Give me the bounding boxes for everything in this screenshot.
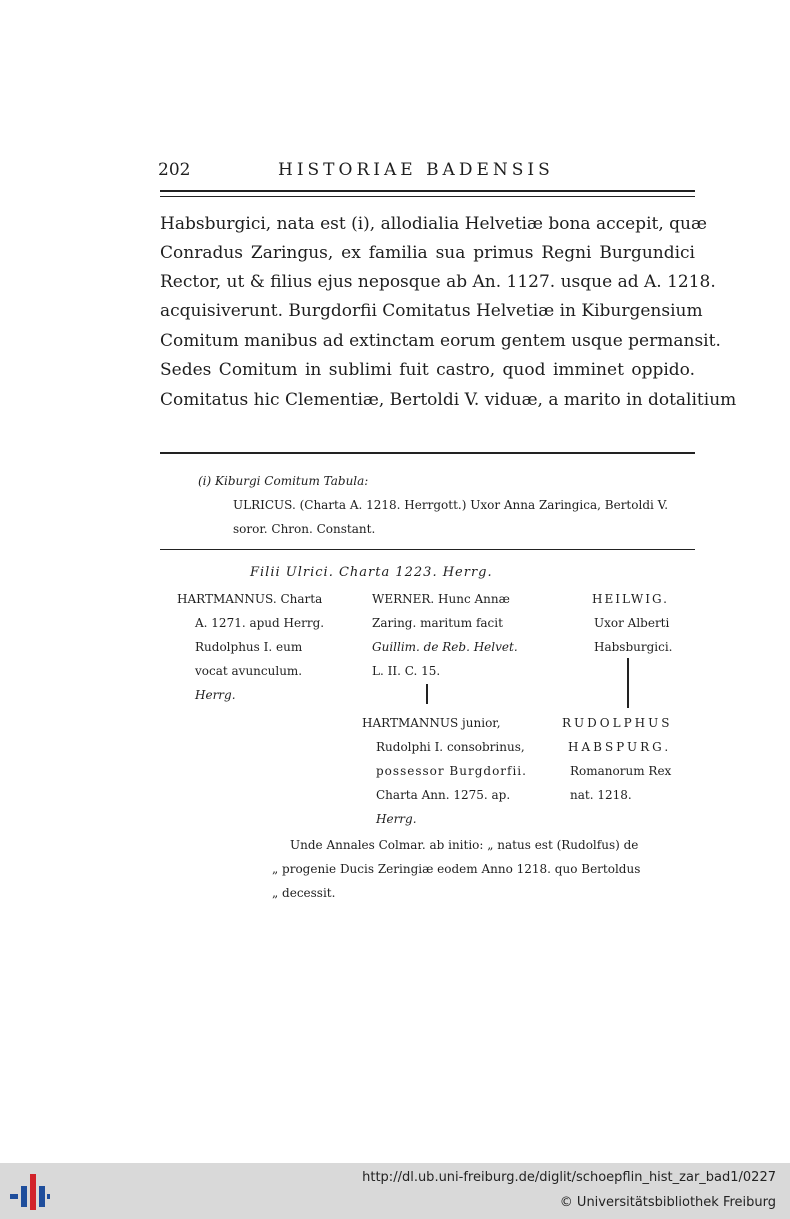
genealogy-entry: Guillim. de Reb. Helvet. — [372, 640, 518, 654]
footnote-title: (i) Kiburgi Comitum Tabula: — [198, 474, 369, 488]
genealogy-entry: Rudolphi I. consobrinus, — [376, 740, 525, 754]
body-line: Sedes Comitum in sublimi fuit castro, quod imminet oppido. — [160, 360, 695, 380]
body-line: Habsburgici, nata est (i), allodialia Helvetiæ bona accepit, quæ — [160, 214, 707, 234]
closing-line: „ progenie Ducis Zeringiæ eodem Anno 1218. quo Bertoldus — [272, 862, 641, 876]
genealogy-entry: Zaring. maritum facit — [372, 616, 503, 630]
genealogy-entry: A. 1271. apud Herrg. — [195, 616, 325, 630]
genealogy-entry: HARTMANNUS. Charta — [177, 592, 323, 606]
genealogy-entry: Herrg. — [195, 688, 236, 702]
genealogy-entry: possessor Burgdorfii. — [376, 764, 527, 778]
header-rule-top — [160, 190, 695, 192]
genealogy-entry: nat. 1218. — [570, 788, 632, 802]
genealogy-entry: Uxor Alberti — [594, 616, 670, 630]
genealogy-entry: Habsburgici. — [594, 640, 673, 654]
genealogy-entry: HEILWIG. — [592, 592, 669, 606]
genealogy-entry: vocat avunculum. — [195, 664, 303, 678]
genealogy-entry: Romanorum Rex — [570, 764, 672, 778]
body-line: Comitum manibus ad extinctam eorum gentem usque permansit. — [160, 331, 721, 351]
genealogy-entry: RUDOLPHUS — [562, 716, 673, 730]
genealogy-entry: HARTMANNUS junior, — [362, 716, 501, 730]
genealogy-entry: Rudolphus I. eum — [195, 640, 303, 654]
closing-line: „ decessit. — [272, 886, 336, 900]
body-line: Conradus Zaringus, ex familia sua primus Regni Burgundici — [160, 243, 695, 263]
footnote-line: soror. Chron. Constant. — [233, 522, 376, 536]
closing-line: Unde Annales Colmar. ab initio: „ natus est (Rudolfus) de — [290, 838, 639, 852]
page-number: 202 — [158, 160, 191, 180]
descent-line-middle — [426, 684, 428, 704]
genealogy-entry: Charta Ann. 1275. ap. — [376, 788, 511, 802]
running-title: HISTORIAE BADENSIS — [278, 160, 554, 180]
library-logo-icon — [10, 1172, 50, 1212]
genealogy-entry: L. II. C. 15. — [372, 664, 441, 678]
genealogy-rule — [160, 549, 695, 550]
body-line: acquisiverunt. Burgdorfii Comitatus Helvetiæ in Kiburgensium — [160, 301, 703, 321]
footnote-rule — [160, 452, 695, 454]
footnote-line: ULRICUS. (Charta A. 1218. Herrgott.) Uxor Anna Zaringica, Bertoldi V. — [233, 498, 669, 512]
footer-bar — [0, 1163, 790, 1219]
copyright-notice: © Universitätsbibliothek Freiburg — [559, 1195, 776, 1210]
descent-line-right — [627, 658, 629, 708]
body-line: Comitatus hic Clementiæ, Bertoldi V. viduæ, a marito in dotalitium — [160, 390, 737, 410]
genealogy-heading: Filii Ulrici. Charta 1223. Herrg. — [250, 565, 493, 580]
header-rule-bottom — [160, 196, 695, 197]
genealogy-entry: HABSPURG. — [568, 740, 672, 754]
body-line: Rector, ut & filius ejus neposque ab An. 1127. usque ad A. 1218. — [160, 272, 716, 292]
source-url[interactable]: http://dl.ub.uni-freiburg.de/diglit/schoepflin_hist_zar_bad1/0227 — [362, 1170, 776, 1185]
genealogy-entry: WERNER. Hunc Annæ — [372, 592, 510, 606]
genealogy-entry: Herrg. — [376, 812, 417, 826]
